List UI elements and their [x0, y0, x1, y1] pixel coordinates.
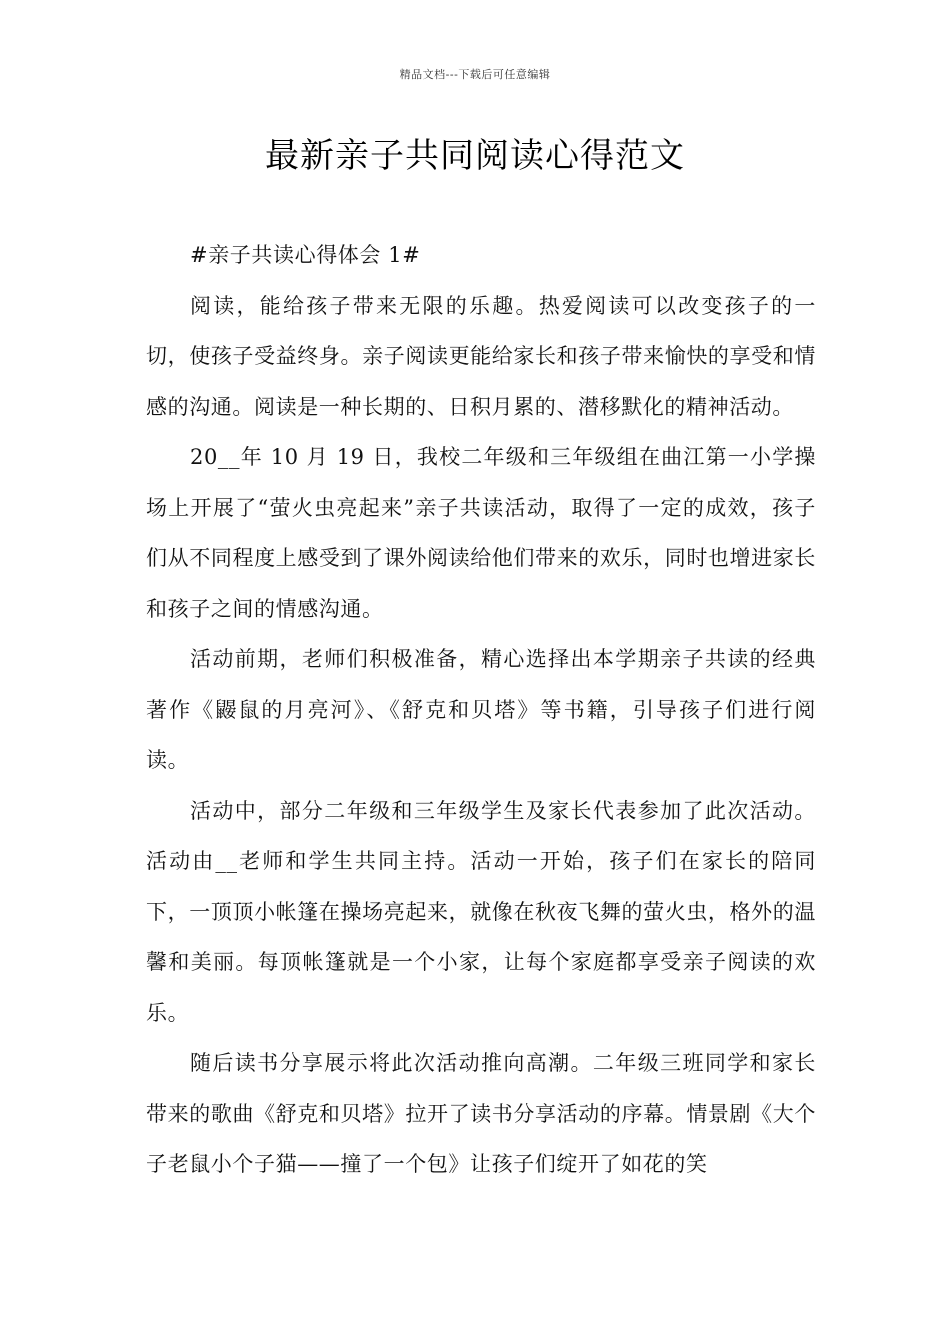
paragraph: 随后读书分享展示将此次活动推向高潮。二年级三班同学和家长带来的歌曲《舒克和贝塔》拉开了读书分享活动的序幕。情景剧《大个子老鼠小个子猫——撞了一个包》让孩子们绽开了如花的笑: [146, 1051, 816, 1176]
document-body: [146, 230, 816, 1190]
document-title: 最新亲子共同阅读心得范文: [265, 136, 685, 176]
header-note: 精品文档---下载后可任意编辑: [399, 68, 551, 81]
paragraph: 20__年 10 月 19 日，我校二年级和三年级组在曲江第一小学操场上开展了“萤火虫亮起来”亲子共读活动，取得了一定的成效，孩子们从不同程度上感受到了课外阅读给他们带来的欢乐，同时也增进家长和孩子之间的情感沟通。: [146, 445, 816, 621]
section-heading: #亲子共读心得体会 1#: [190, 243, 421, 267]
paragraph: 活动前期，老师们积极准备，精心选择出本学期亲子共读的经典著作《鼹鼠的月亮河》、《舒克和贝塔》等书籍，引导孩子们进行阅读。: [146, 647, 816, 772]
paragraph: 阅读，能给孩子带来无限的乐趣。热爱阅读可以改变孩子的一切，使孩子受益终身。亲子阅读更能给家长和孩子带来愉快的享受和情感的沟通。阅读是一种长期的、日积月累的、潜移默化的精神活动。: [146, 293, 816, 419]
paragraph: 活动中，部分二年级和三年级学生及家长代表参加了此次活动。活动由__老师和学生共同主持。活动一开始，孩子们在家长的陪同下，一顶顶小帐篷在操场亮起来，就像在秋夜飞舞的萤火虫，格外的温馨和美丽。每顶帐篷就是一个小家，让每个家庭都享受亲子阅读的欢乐。: [146, 798, 816, 1025]
